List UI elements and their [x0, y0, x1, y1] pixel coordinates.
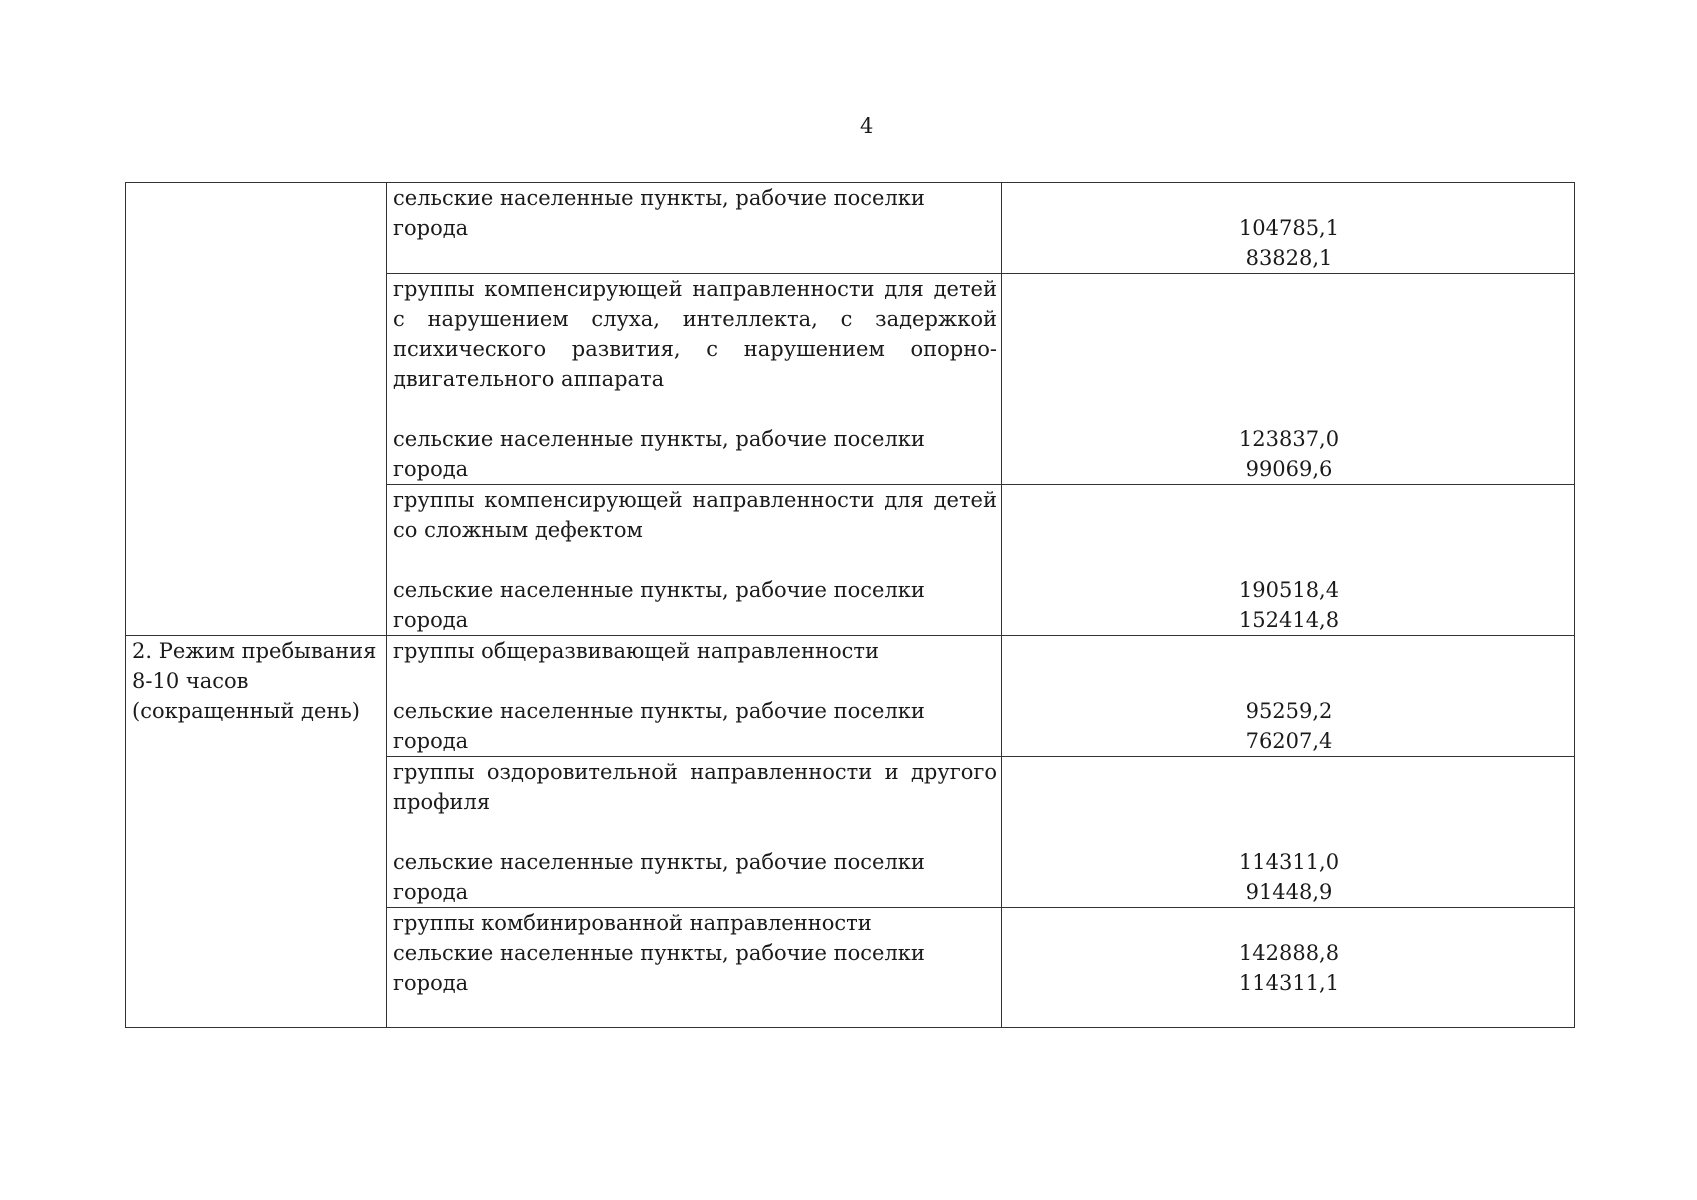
- group-heading-line: двигательного аппарата: [393, 367, 665, 391]
- description-cell: [387, 485, 1002, 636]
- mode-label-line: 8-10 часов: [132, 669, 249, 693]
- settlement-label: сельские населенные пункты, рабочие поселки: [393, 941, 925, 965]
- group-heading-line: группы общеразвивающей направленности: [393, 639, 879, 663]
- mode-cell-empty: [126, 183, 387, 636]
- table-row: [126, 183, 1575, 274]
- value-cell: [1002, 636, 1575, 757]
- city-label: города: [393, 216, 469, 240]
- group-heading-line: со сложным дефектом: [393, 518, 643, 542]
- settlement-label: сельские населенные пункты, рабочие поселки: [393, 578, 925, 602]
- group-heading-line: группы компенсирующей направленности для детей: [393, 277, 997, 301]
- value-settlement: 95259,2: [1245, 699, 1333, 723]
- group-heading-line: группы оздоровительной направленности и другого: [393, 760, 997, 784]
- city-label: города: [393, 880, 469, 904]
- group-heading-line: с нарушением слуха, интеллекта, с задержкой: [393, 307, 997, 331]
- value-city: 76207,4: [1245, 729, 1333, 753]
- tariff-table: [125, 182, 1575, 1028]
- value-city: 83828,1: [1245, 246, 1333, 270]
- group-heading-line: психического развития, с нарушением опорно-: [393, 337, 997, 361]
- value-cell: [1002, 757, 1575, 908]
- group-heading-line: группы комбинированной направленности: [393, 911, 872, 935]
- group-heading-line: группы компенсирующей направленности для детей: [393, 488, 997, 512]
- value-city: 99069,6: [1245, 457, 1333, 481]
- city-label: города: [393, 729, 469, 753]
- mode-label-line: (сокращенный день): [132, 699, 360, 723]
- value-city: 152414,8: [1238, 608, 1340, 632]
- value-settlement: 123837,0: [1238, 427, 1340, 451]
- mode-label-line: 2. Режим пребывания: [132, 639, 377, 663]
- city-label: города: [393, 457, 469, 481]
- table-row: [126, 636, 1575, 757]
- group-heading-line: профиля: [393, 790, 491, 814]
- description-cell: [387, 183, 1002, 274]
- value-settlement: 104785,1: [1238, 216, 1340, 240]
- description-cell: [387, 636, 1002, 757]
- value-settlement: 114311,0: [1238, 850, 1340, 874]
- mode-cell: [126, 636, 387, 1028]
- settlement-label: сельские населенные пункты, рабочие поселки: [393, 699, 925, 723]
- value-city: 114311,1: [1238, 971, 1340, 995]
- description-cell: [387, 757, 1002, 908]
- value-cell: [1002, 908, 1575, 1028]
- settlement-label: сельские населенные пункты, рабочие поселки: [393, 427, 925, 451]
- value-cell: [1002, 183, 1575, 274]
- value-cell: [1002, 485, 1575, 636]
- city-label: города: [393, 971, 469, 995]
- value-settlement: 190518,4: [1238, 578, 1340, 602]
- settlement-label: сельские населенные пункты, рабочие поселки: [393, 186, 925, 210]
- value-city: 91448,9: [1245, 880, 1333, 904]
- description-cell: [387, 274, 1002, 485]
- value-cell: [1002, 274, 1575, 485]
- settlement-label: сельские населенные пункты, рабочие поселки: [393, 850, 925, 874]
- value-settlement: 142888,8: [1238, 941, 1340, 965]
- description-cell: [387, 908, 1002, 1028]
- city-label: города: [393, 608, 469, 632]
- page-number: 4: [860, 114, 874, 138]
